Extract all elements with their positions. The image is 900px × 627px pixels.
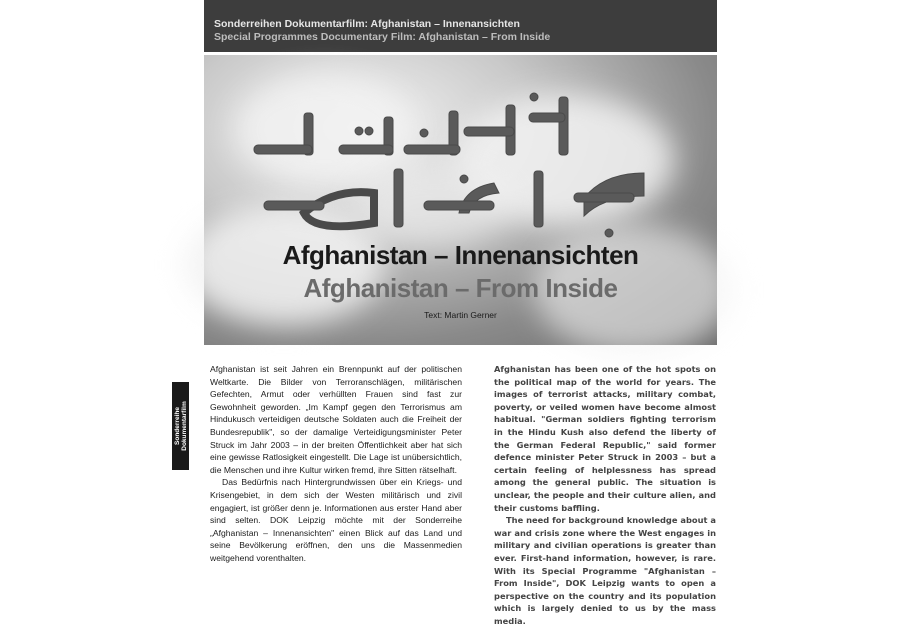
author-credit: Text: Martin Gerner xyxy=(424,310,497,320)
arabic-calligraphy-logo xyxy=(244,83,684,243)
german-paragraph: Afghanistan ist seit Jahren ein Brennpunkt auf der politischen Weltkarte. Die Bilder von Terroranschlägen, militärischen Gefechten, Armut oder verhüllten Frauen sind fast zur Gewohnheit geworden. „Im Kampf gegen den Terrorismus am Hindukusch verteidigen deutsche Soldaten auch die Freiheit der Bundesrepublik", so der damalige Verteidigungsminister Peter Struck im Jahr 2003 – in der breiten Öffentlichkeit aber hat sich eine gewisse Ratlosigkeit eingestellt. Die Lage ist unübersichtlich, die Menschen und ihre Kultur wirken fremd, ihre Sitten rätselhaft. xyxy=(210,364,462,475)
series-title-german: Sonderreihen Dokumentarfilm: Afghanistan – Innenansichten xyxy=(214,18,520,30)
english-paragraph: The need for background knowledge about a war and crisis zone where the West engages in military and civilian operations is greater than ever. First-hand information, however, is rare. With its Special Programme "Afghanistan – From Inside", DOK Leipzig wants to open a perspective on the country and its population which is largely denied to us by the mass media. xyxy=(494,515,716,626)
side-tab-line-1: Sonderreihe xyxy=(173,407,181,445)
german-paragraph: Das Bedürfnis nach Hintergrundwissen über ein Kriegs- und Krisengebiet, in dem sich der Westen militärisch und zivil engagiert, ist größer denn je. Informationen aus erster Hand aber sind selten. DOK Leipzig möchte mit der Sonderreihe „Afghanistan – Innenansichten" einen Blick auf das Land und seine Bevölkerung eröffnen, den uns die Massenmedien weitgehend vorenthalten. xyxy=(210,477,462,563)
side-tab-line-2: Dokumentarfilm xyxy=(180,401,188,451)
magazine-page xyxy=(172,0,732,626)
series-title-english: Special Programmes Documentary Film: Afghanistan – From Inside xyxy=(214,31,551,43)
article-title-german: Afghanistan – Innenansichten xyxy=(282,240,639,270)
article-title-english: Afghanistan – From Inside xyxy=(303,273,618,303)
article-column-english xyxy=(494,363,716,627)
series-header-band xyxy=(204,0,717,52)
section-side-tab xyxy=(172,382,189,470)
section-side-tab-label xyxy=(174,401,188,450)
hero-image xyxy=(204,55,717,345)
english-paragraph: Afghanistan has been one of the hot spots on the political map of the world for years. The images of terrorist attacks, military combat, poverty, or veiled women have become almost habitual. "German soldiers fighting terrorism in the Hindu Kush also defend the liberty of the German Federal Republic," said former defence minister Peter Struck in 2003 – but a certain feeling of helplessness has spread among the general public. The situation is unclear, the people and their culture alien, and their customs baffling. xyxy=(494,364,716,513)
article-column-german xyxy=(210,363,462,565)
